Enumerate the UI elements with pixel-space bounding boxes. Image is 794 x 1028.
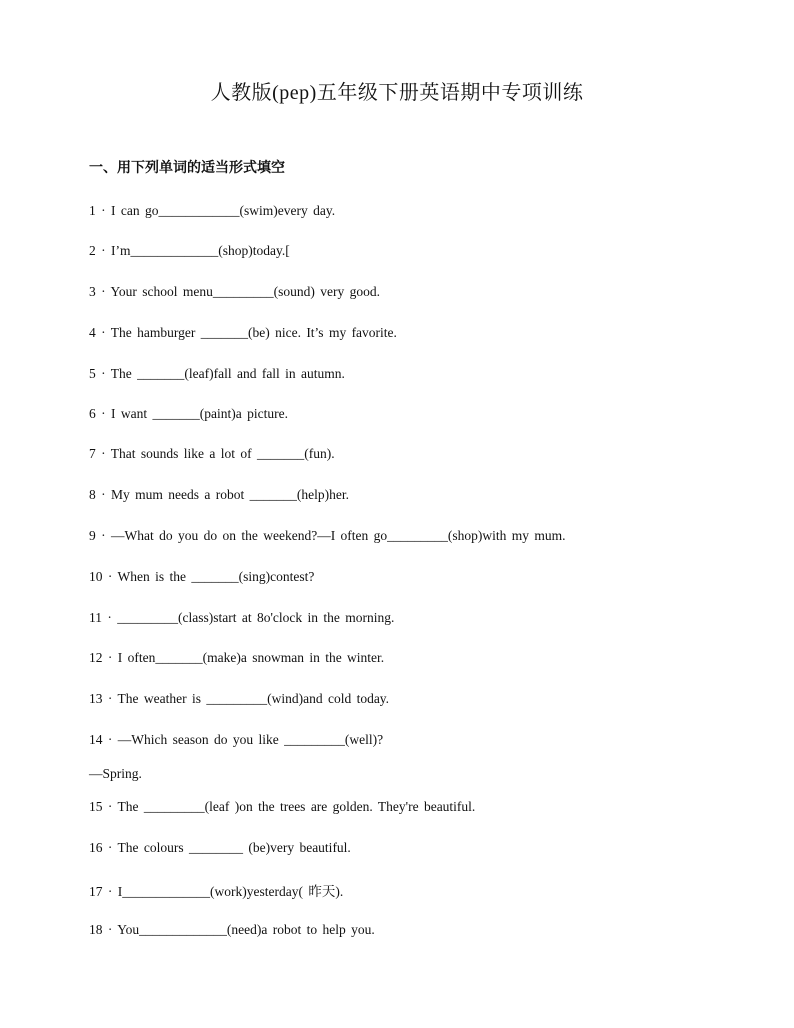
question-15: 15 · The _________(leaf )on the trees are golden. They're beautiful.	[89, 799, 476, 814]
question-14-answer: —Spring.	[89, 766, 142, 781]
section-heading: 一、用下列单词的适当形式填空	[89, 160, 285, 176]
question-9: 9 · —What do you do on the weekend?—I often go_________(shop)with my mum.	[89, 528, 566, 543]
question-7: 7 · That sounds like a lot of _______(fun).	[89, 446, 335, 461]
question-16: 16 · The colours ________ (be)very beautiful.	[89, 840, 351, 855]
question-10: 10 · When is the _______(sing)contest?	[89, 569, 315, 584]
question-12: 12 · I often_______(make)a snowman in the winter.	[89, 650, 385, 665]
question-4: 4 · The hamburger _______(be) nice. It’s my favorite.	[89, 325, 397, 340]
question-5: 5 · The _______(leaf)fall and fall in autumn.	[89, 366, 345, 381]
question-11: 11 · _________(class)start at 8o'clock in the morning.	[89, 610, 395, 625]
question-14: 14 · —Which season do you like _________(well)?	[89, 732, 384, 747]
question-1: 1 · I can go____________(swim)every day.	[89, 203, 336, 218]
question-8: 8 · My mum needs a robot _______(help)her.	[89, 487, 349, 502]
page-title: 人教版(pep)五年级下册英语期中专项训练	[210, 82, 584, 104]
question-3: 3 · Your school menu_________(sound) very good.	[89, 284, 380, 299]
question-6: 6 · I want _______(paint)a picture.	[89, 406, 288, 421]
question-2: 2 · I’m_____________(shop)today.[	[89, 243, 290, 258]
question-13: 13 · The weather is _________(wind)and cold today.	[89, 691, 390, 706]
question-18: 18 · You_____________(need)a robot to help you.	[89, 922, 375, 937]
question-17: 17 · I_____________(work)yesterday( 昨天).	[89, 884, 344, 899]
